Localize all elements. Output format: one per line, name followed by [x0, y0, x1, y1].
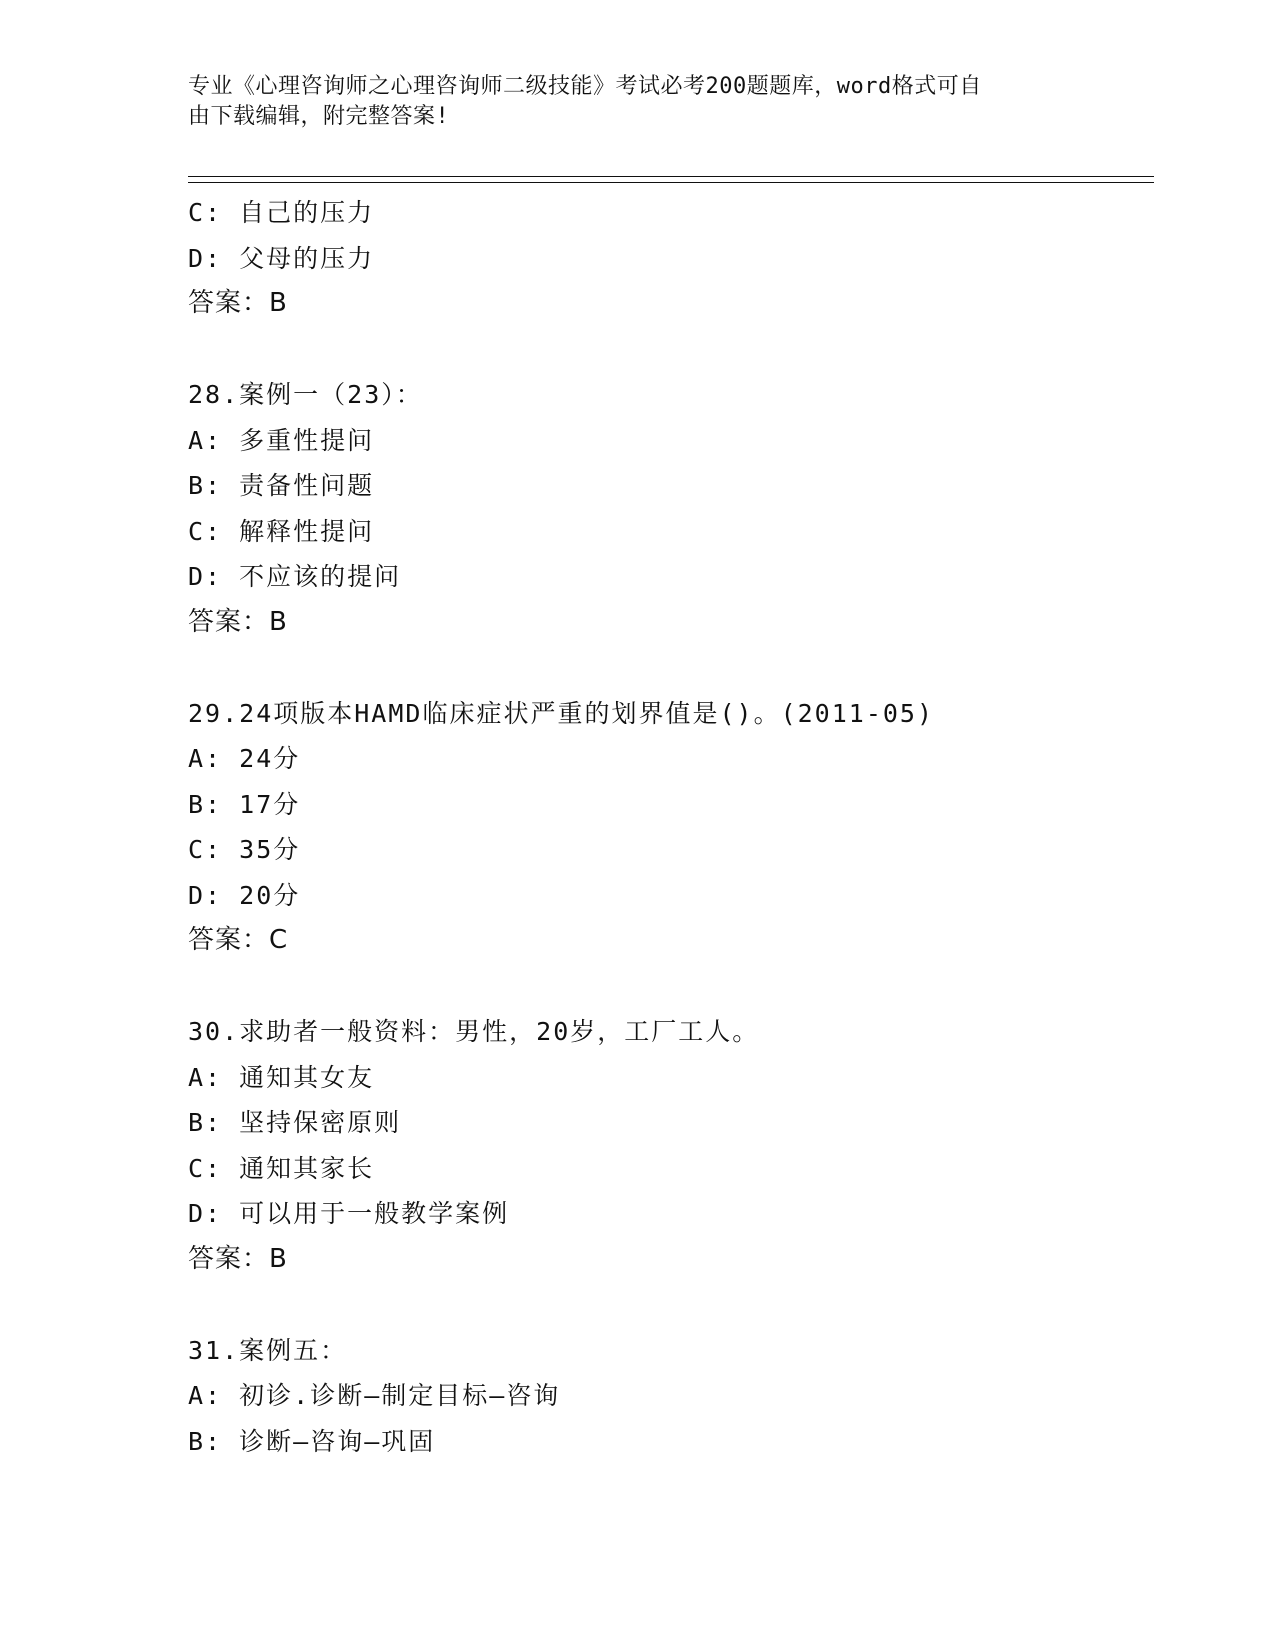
question-list — [188, 190, 1148, 1464]
question-stem: 28.案例一（23）： — [188, 380, 423, 409]
option-b: B: 17分 — [188, 789, 301, 819]
header-double-rule — [188, 176, 1154, 183]
option-c: C: 解释性提问 — [188, 516, 375, 546]
header-line-1: 专业《心理咨询师之心理咨询师二级技能》考试必考200题题库，word格式可自 — [188, 74, 982, 99]
answer-line: 答案：C — [188, 925, 289, 955]
spacer — [188, 1282, 1148, 1328]
option-b: B: 诊断—咨询—巩固 — [188, 1426, 436, 1456]
spacer — [188, 964, 1148, 1010]
spacer — [188, 327, 1148, 373]
question-stem: 31.案例五： — [188, 1335, 348, 1365]
option-a: A: 初诊.诊断—制定目标—咨询 — [188, 1381, 561, 1410]
spacer — [188, 645, 1148, 691]
question-stem: 29.24项版本HAMD临床症状严重的划界值是()。(2011-05) — [188, 698, 935, 728]
question-stem: 30.求助者一般资料：男性，20岁，工厂工人。 — [188, 1017, 760, 1046]
option-d: D: 20分 — [188, 880, 301, 910]
answer-line: 答案：B — [188, 606, 288, 637]
option-b: B: 坚持保密原则 — [188, 1108, 402, 1137]
option-c: C: 35分 — [188, 835, 301, 864]
answer-line: 答案：B — [188, 288, 288, 318]
option-c: C: 通知其家长 — [188, 1153, 375, 1183]
option-d: D: 不应该的提问 — [188, 562, 402, 591]
option-c: C: 自己的压力 — [188, 198, 375, 227]
option-a: A: 通知其女友 — [188, 1062, 375, 1092]
document-header — [188, 72, 1088, 132]
option-a: A: 24分 — [188, 744, 301, 773]
header-line-2: 由下载编辑，附完整答案! — [188, 104, 450, 129]
answer-line: 答案：B — [188, 1243, 288, 1274]
option-d: D: 可以用于一般教学案例 — [188, 1199, 510, 1228]
option-b: B: 责备性问题 — [188, 471, 375, 500]
option-d: D: 父母的压力 — [188, 243, 375, 273]
option-a: A: 多重性提问 — [188, 425, 375, 455]
